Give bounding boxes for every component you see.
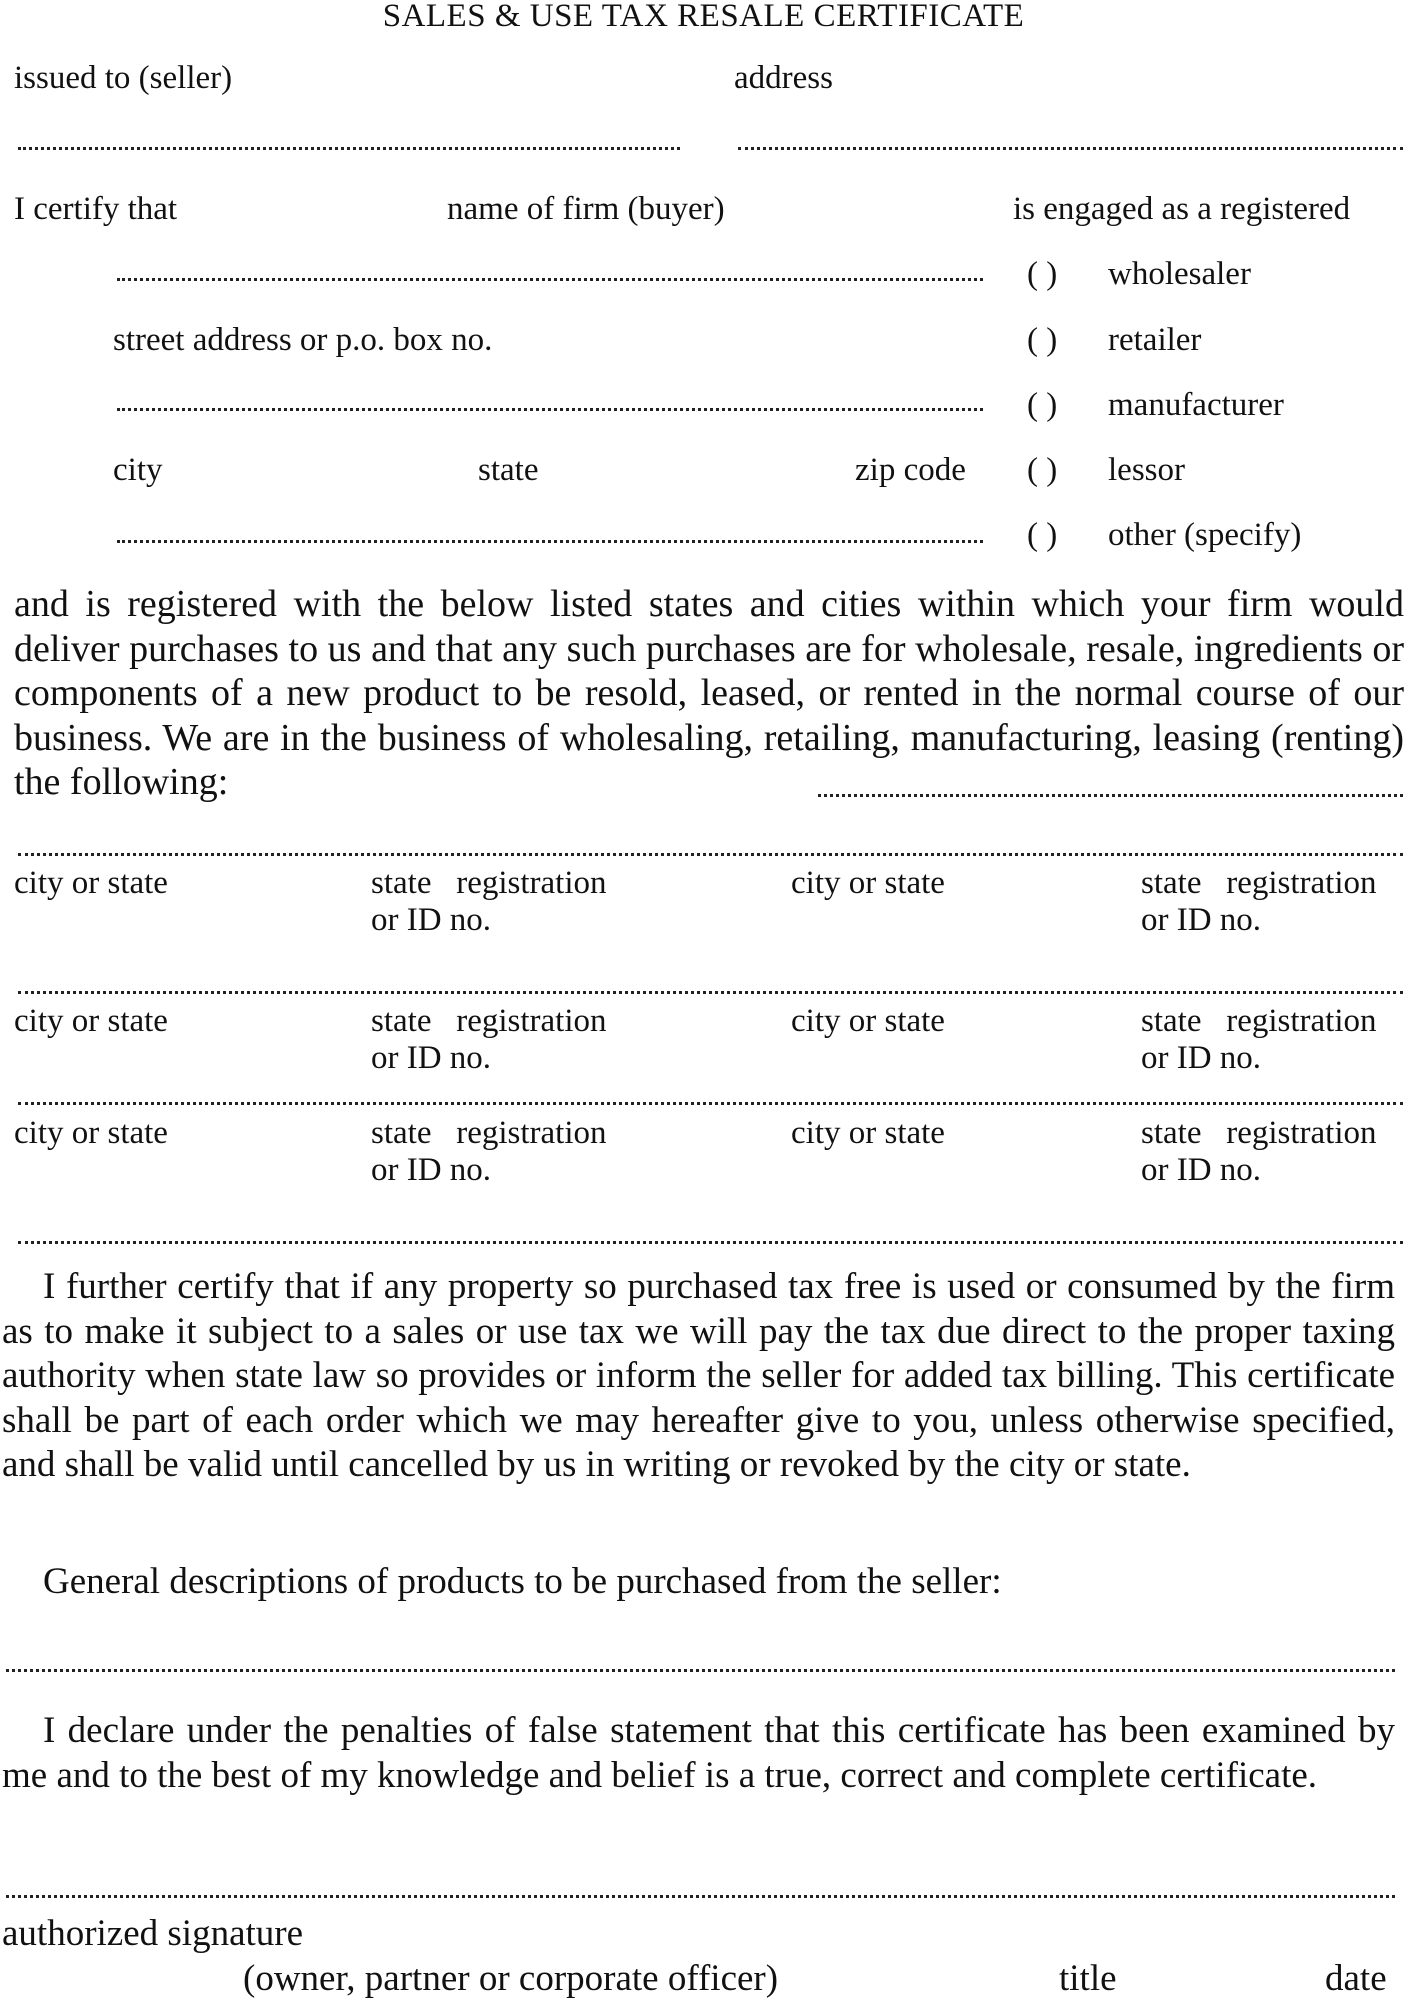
street-address-field[interactable] bbox=[117, 408, 983, 411]
registration-label: state registration bbox=[371, 865, 607, 901]
authorized-signature-label: authorized signature bbox=[2, 1913, 304, 1954]
seller-name-field[interactable] bbox=[18, 147, 680, 150]
id-no-label: or ID no. bbox=[1141, 902, 1262, 938]
seller-address-label: address bbox=[734, 60, 833, 96]
id-no-label: or ID no. bbox=[371, 1040, 492, 1076]
signature-field[interactable] bbox=[6, 1895, 1395, 1898]
firm-name-field[interactable] bbox=[117, 278, 983, 281]
seller-address-field[interactable] bbox=[738, 147, 1403, 150]
id-no-label: or ID no. bbox=[371, 902, 492, 938]
id-no-label: or ID no. bbox=[1141, 1040, 1262, 1076]
registration-label: state registration bbox=[371, 1003, 607, 1039]
state-label: state bbox=[478, 452, 539, 488]
city-or-state-label: city or state bbox=[14, 1115, 168, 1151]
registration-field[interactable] bbox=[18, 1241, 1403, 1244]
product-description-label: General descriptions of products to be purchased from the seller: bbox=[43, 1561, 1002, 1602]
checkbox-retailer[interactable]: ( ) bbox=[1027, 322, 1058, 358]
checkbox-manufacturer[interactable]: ( ) bbox=[1027, 387, 1058, 423]
date-label: date bbox=[1325, 1958, 1387, 1999]
certify-label: I certify that bbox=[14, 191, 178, 227]
declaration-paragraph: I declare under the penalties of false statement that this certificate has been examined by me and to the best of my knowledge and belief is a true, correct and complete certificate. bbox=[2, 1710, 1395, 1796]
id-no-label: or ID no. bbox=[371, 1152, 492, 1188]
signer-role-label: (owner, partner or corporate officer) bbox=[243, 1958, 779, 1999]
title-label: title bbox=[1059, 1958, 1117, 1999]
page-title: SALES & USE TAX RESALE CERTIFICATE bbox=[382, 0, 1025, 34]
issued-to-label: issued to (seller) bbox=[14, 60, 233, 96]
further-certify-paragraph: I further certify that if any property so purchased tax free is used or consumed by the firm as to make it subject to a sales or use tax we will pay the tax due direct to the proper taxing authority when state law so provides or inform the seller for added tax billing. This certificate shall be part of each order which we may hereafter give to you, unless otherwise specified, and shall be valid until cancelled by us in writing or revoked by the city or state. bbox=[2, 1266, 1395, 1485]
product-description-field[interactable] bbox=[6, 1669, 1395, 1672]
label-other-specify: other (specify) bbox=[1108, 517, 1302, 553]
city-or-state-label: city or state bbox=[791, 1003, 945, 1039]
registration-field[interactable] bbox=[18, 1102, 1403, 1105]
firm-name-label: name of firm (buyer) bbox=[447, 191, 725, 227]
city-or-state-label: city or state bbox=[14, 1003, 168, 1039]
business-goods-field-2[interactable] bbox=[18, 853, 1403, 856]
label-wholesaler: wholesaler bbox=[1108, 256, 1251, 292]
label-lessor: lessor bbox=[1108, 452, 1185, 488]
city-label: city bbox=[113, 452, 163, 488]
city-or-state-label: city or state bbox=[791, 1115, 945, 1151]
id-no-label: or ID no. bbox=[1141, 1152, 1262, 1188]
checkbox-wholesaler[interactable]: ( ) bbox=[1027, 256, 1058, 292]
city-or-state-label: city or state bbox=[14, 865, 168, 901]
business-goods-field[interactable] bbox=[818, 794, 1403, 797]
registration-label: state registration bbox=[1141, 1003, 1377, 1039]
label-retailer: retailer bbox=[1108, 322, 1202, 358]
city-or-state-label: city or state bbox=[791, 865, 945, 901]
registration-label: state registration bbox=[371, 1115, 607, 1151]
zip-code-label: zip code bbox=[855, 452, 966, 488]
checkbox-lessor[interactable]: ( ) bbox=[1027, 452, 1058, 488]
registration-field[interactable] bbox=[18, 991, 1403, 994]
label-manufacturer: manufacturer bbox=[1108, 387, 1284, 423]
registration-paragraph: and is registered with the below listed states and cities within which your firm would deliver purchases to us and that any such purchases are for wholesale, resale, ingredients or components of a new product to be resold, leased, or rented in the normal course of our business. We are in the business of wholesaling, retailing, manufacturing, leasing (renting) the following: bbox=[14, 583, 1404, 803]
registration-label: state registration bbox=[1141, 865, 1377, 901]
checkbox-other[interactable]: ( ) bbox=[1027, 517, 1058, 553]
engaged-label: is engaged as a registered bbox=[1013, 191, 1351, 227]
registration-label: state registration bbox=[1141, 1115, 1377, 1151]
street-address-label: street address or p.o. box no. bbox=[113, 322, 493, 358]
city-state-zip-field[interactable] bbox=[117, 540, 983, 543]
